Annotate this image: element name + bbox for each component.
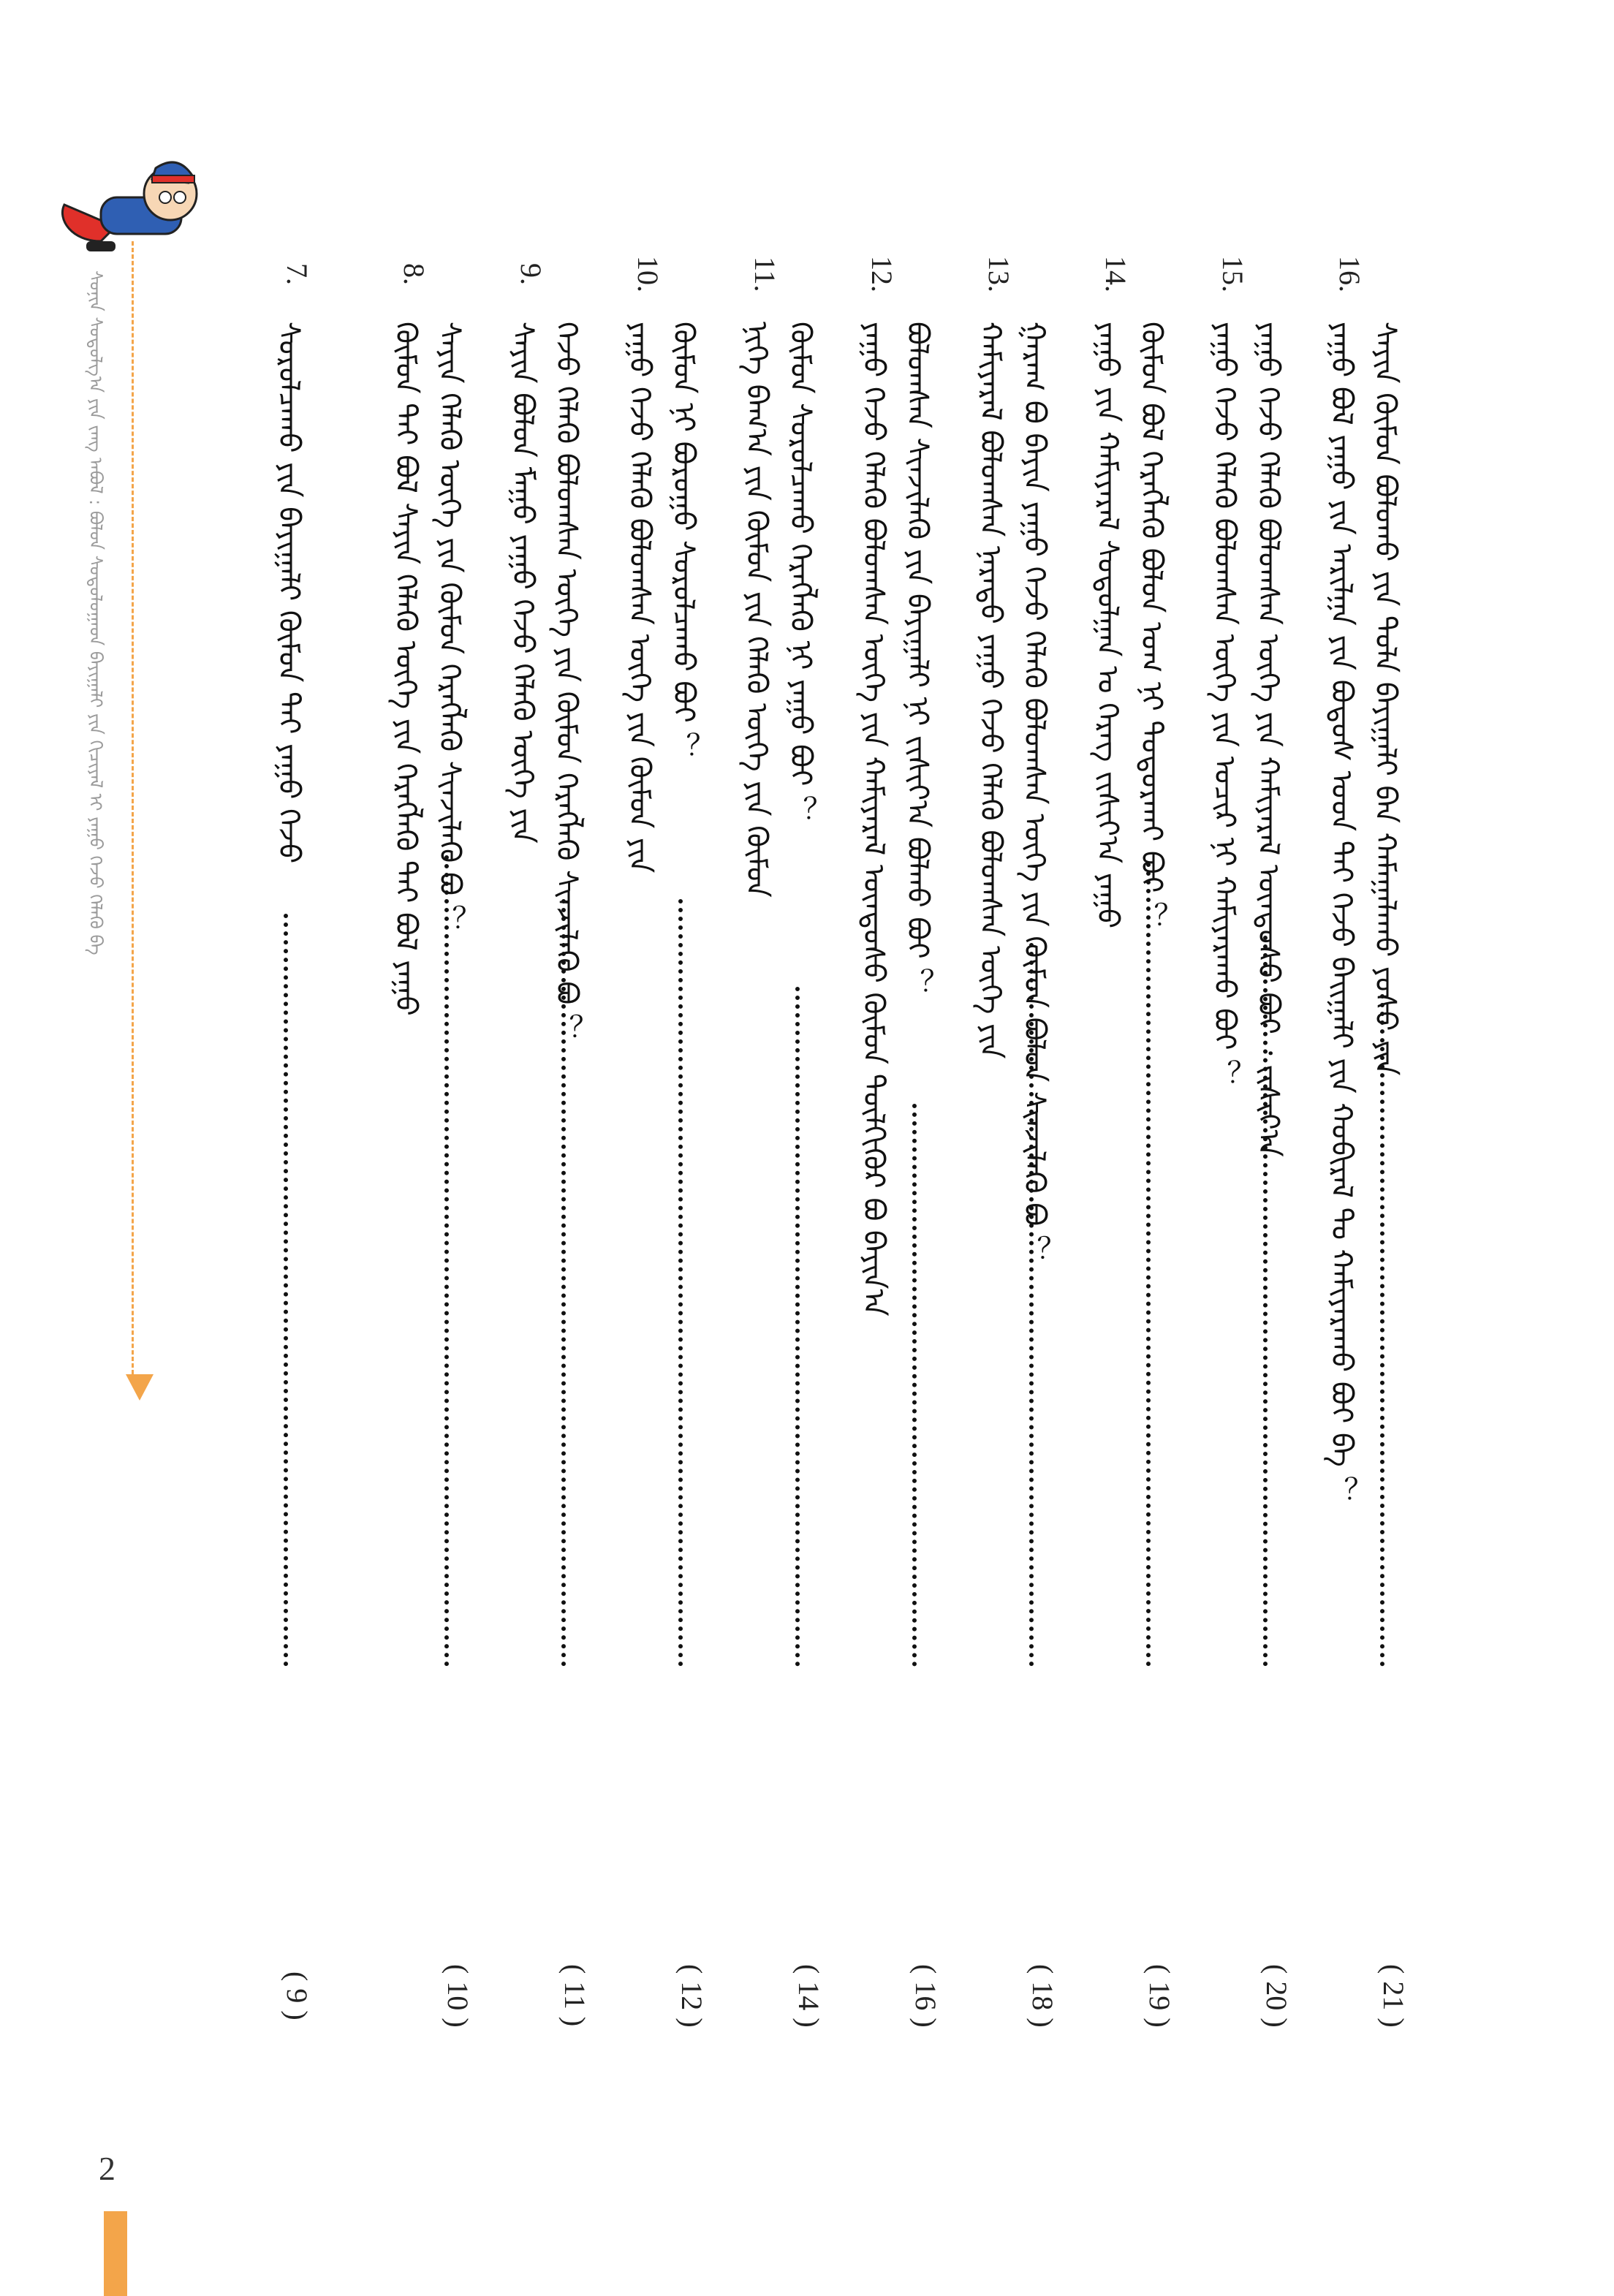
entry-title-line: ᠰᠠᠶᠢᠨ ᠬᠦᠮᠦᠨ ᠪᠣᠯᠤᠬᠤ ᠶᠢᠨ ᠲᠤᠯᠠ ᠪᠠᠶᠢᠭᠠᠯᠢ ᠪᠠᠨ ᠬᠠᠮᠠᠭᠠᠯᠠᠬᠤ ᠶᠤᠰᠤ ᠶᠢᠨ	[1368, 322, 1402, 1076]
toc-entry	[731, 241, 825, 2054]
entry-title-line: ᠬᠦᠮᠦᠨ ᠪᠣᠯ ᠬᠡᠷᠡᠭᠯᠡᠬᠦ ᠪᠣᠯᠤᠨ ᠤᠭ ᠨᠢ ᠲᠣᠳᠣᠷᠬᠠᠢ ᠪᠤᠢ ？	[1134, 322, 1168, 931]
toc-entry	[1316, 241, 1410, 2054]
dot-leader	[1380, 994, 1384, 1667]
orange-arrow-icon	[126, 1374, 154, 1401]
entry-title-line: ᠭᠠᠷᠠᠭ ᠪᠣ ᠪᠠᠶᠢᠨ ᠶᠠᠭᠤ ᠭᠡᠵᠦ ᠬᠡᠯᠡᠬᠦ ᠪᠣᠯᠤᠭᠰᠠᠨ ᠦᠭᠡ ᠶᠢᠨ ᠬᠦᠮᠦᠨ ᠪᠣᠯᠤᠨ ᠰᠢᠨᠵᠢᠯᠡᠬᠦ ᠪᠣ ？	[1018, 322, 1051, 1265]
entry-number: 15.	[1216, 256, 1249, 292]
dot-leader	[561, 899, 566, 1667]
entry-title-line: ᠰᠠᠶᠢᠨ ᠪᠣᠯᠤᠨ ᠮᠠᠭᠤ ᠶᠠᠭᠤ ᠭᠡᠵᠦ ᠬᠡᠯᠡᠬᠦ ᠦᠭᠡ ᠶᠢᠨ	[506, 322, 539, 844]
entry-title-line: ᠬᠦᠮᠦᠨ ᠰᠤᠷᠤᠯᠴᠠᠬᠤ ᠬᠡᠷᠡᠭᠯᠡᠬᠦ ᠨᠢ ᠶᠠᠭᠤ ᠪᠤᠢ ？	[784, 322, 817, 825]
page-reference: ( 10 )	[442, 1963, 474, 2028]
toc-entry	[263, 241, 314, 2054]
orange-guide-line	[132, 241, 134, 1374]
entry-title-line: ᠶᠠᠭᠤ ᠭᠡᠵᠦ ᠬᠡᠯᠡᠬᠦ ᠪᠣᠯᠤᠭᠰᠠᠨ ᠦᠭᠡ ᠶᠢᠨ ᠬᠠᠮᠢᠶᠠᠷᠠᠯ ᠦᠨᠳᠦᠰᠦ ᠬᠦᠮᠦᠨ ᠲᠦᠯᠬᠢᠭᠦᠷ ᠪᠣ ᠪᠠᠶᠢᠨ᠎ᠠ	[857, 322, 890, 1316]
page-reference: ( 19 )	[1143, 1963, 1176, 2028]
orange-page-tab	[104, 2211, 127, 2296]
dot-leader	[1029, 943, 1034, 1667]
entry-title-line: ᠶᠠᠭᠤ ᠭᠡᠵᠦ ᠬᠡᠯᠡᠬᠦ ᠪᠣᠯᠤᠭᠰᠠᠨ ᠦᠭᠡ ᠶᠢᠨ ᠬᠦᠮᠦᠨ ᠶᠢᠨ	[623, 322, 656, 874]
entry-number: 9.	[515, 263, 548, 285]
entry-number: 16.	[1333, 256, 1366, 292]
dot-leader	[444, 855, 449, 1667]
entry-number: 7.	[281, 263, 314, 285]
entry-number: 14.	[1099, 256, 1132, 292]
dot-leader	[284, 914, 288, 1667]
entry-title-line: ᠰᠤᠷᠤᠯᠴᠠᠬᠤ ᠶᠢᠨ ᠪᠠᠶᠢᠭᠠᠯᠢ ᠬᠦᠮᠦᠨ ᠲᠠᠢ ᠶᠠᠭᠤ ᠭᠡᠵᠦ	[272, 322, 306, 864]
mascot-illustration	[42, 132, 203, 278]
entry-title-line: ᠰᠠᠶᠢᠨ ᠬᠡᠯᠡᠬᠦ ᠦᠭᠡ ᠶᠢᠨ ᠬᠦᠮᠦᠨ ᠬᠡᠷᠡᠭᠯᠡᠬᠦ ᠰᠢᠨᠵᠢᠯᠡᠬᠦ ᠪᠣ ？	[433, 322, 466, 934]
dot-leader	[912, 1104, 917, 1667]
page-reference: ( 14 )	[792, 1963, 825, 2028]
entry-title-line: ᠨᠢᠭᠡ ᠪᠠᠭ᠎ᠠ ᠶᠢᠨ ᠬᠦᠮᠦᠨ ᠶᠢᠨ ᠬᠡᠯᠡᠬᠦ ᠦᠭᠡ ᠶᠢᠨ ᠬᠦᠮᠦᠨ	[740, 322, 773, 898]
page-number: 2	[99, 2150, 115, 2187]
entry-number: 13.	[982, 256, 1015, 292]
dot-leader	[678, 899, 683, 1667]
entry-title-line: ᠶᠠᠭᠤ ᠶᠢᠨ ᠬᠠᠮᠢᠶᠠᠷᠠᠯ ᠰᠣᠳᠤᠯᠭᠠᠨ ᠤ ᠬᠡᠷᠡᠭ ᠵᠢᠱᠢᠶ᠎ᠠ ᠶᠠᠭᠤ	[1091, 322, 1124, 929]
toc-entry	[848, 241, 942, 2054]
entry-title-line: ᠶᠠᠭᠤ ᠪᠣᠯ ᠶᠠᠭᠤ ᠶᠢᠨ ᠠᠷᠢᠯᠭᠠ ᠶᠢᠨ ᠪᠣᠳᠤᠰ ᠤᠳ ᠲᠠᠢ ᠭᠡᠵᠦ ᠪᠠᠢᠭᠠᠯᠢ ᠶᠢᠨ ᠬᠤᠪᠢᠷᠠᠯ ᠲᠤ ᠬᠠᠮᠢᠶᠠᠷᠠᠬᠤ ᠪᠤᠢ ᠪᠡ ？	[1325, 322, 1358, 1506]
toc-entry	[1199, 241, 1293, 2054]
entry-title-line: ᠶᠠᠭᠤ ᠭᠡᠵᠦ ᠬᠡᠯᠡᠬᠦ ᠪᠣᠯᠤᠭᠰᠠᠨ ᠦᠭᠡ ᠶᠢᠨ ᠬᠠᠮᠢᠶᠠᠷᠠᠯ ᠦᠨᠳᠦᠰᠦ ᠪᠤᠢ ᠂ ᠵᠢᠱᠢᠶ᠎ᠠ	[1251, 322, 1285, 1157]
running-head: ᠰᠣᠨᠢᠨ ᠰᠣᠳᠤᠯᠭ᠎ᠠ ᠶᠢᠨ ᠵᠠᠩ ᠠᠪᠤᠯ : ᠪᠣᠯᠤᠨ ᠰᠣᠳᠤᠯᠤᠭᠠᠳ ᠪᠠᠶᠢᠭᠠᠯᠢ ᠶᠢᠨ ᠬᠢᠴᠢᠶᠡᠯ ᠢ ᠶᠠᠭᠤ ᠭᠡᠵᠦ ᠬᠡᠯᠡᠬᠦ ᠪᠡ	[86, 270, 106, 955]
entry-title-line: ᠭᠡᠵᠦ ᠬᠡᠯᠡᠬᠦ ᠪᠣᠯᠤᠭᠰᠠᠨ ᠦᠭᠡ ᠶᠢᠨ ᠬᠦᠮᠦᠨ ᠬᠡᠷᠡᠭᠯᠡᠬᠦ ᠰᠢᠨᠵᠢᠯᠡᠬᠦ ᠪᠣ ？	[550, 322, 583, 1043]
page-reference: ( 9 )	[281, 1971, 314, 2020]
toc-entry	[965, 241, 1059, 2054]
toc-entry	[1082, 241, 1176, 2054]
page-reference: ( 20 )	[1260, 1963, 1293, 2028]
entry-title-line: ᠪᠣᠯᠤᠭᠰᠠᠨ ᠰᠢᠨᠵᠢᠯᠡᠬᠦ ᠶᠢᠨ ᠪᠠᠶᠢᠭᠠᠯᠢ ᠨᠢ ᠵᠢᠱᠢᠶ᠎ᠠ ᠪᠣᠯᠬᠤ ᠪᠤᠢ ？	[901, 322, 934, 998]
toc-entry	[614, 241, 708, 2054]
entry-title-line: ᠶᠠᠭᠤ ᠭᠡᠵᠦ ᠬᠡᠯᠡᠬᠦ ᠪᠣᠯᠤᠭᠰᠠᠨ ᠦᠭᠡ ᠶᠢᠨ ᠤᠴᠢᠷ ᠨᠢ ᠬᠠᠮᠢᠶᠠᠷᠠᠬᠤ ᠪᠤᠢ ？	[1208, 322, 1241, 1089]
flying-boy-icon	[42, 132, 203, 278]
dot-leader	[1263, 936, 1268, 1667]
entry-number: 10.	[632, 256, 664, 292]
page-reference: ( 11 )	[558, 1964, 591, 2027]
entry-number: 12.	[865, 256, 898, 292]
entry-title-line: ᠬᠦᠮᠦᠨ ᠨᠢ ᠪᠤᠷᠤᠭᠤ ᠰᠤᠷᠤᠯᠴᠠᠬᠤ ᠪᠤᠢ ？	[667, 322, 700, 762]
entry-number: 8.	[398, 263, 431, 285]
page-reference: ( 16 )	[909, 1963, 942, 2028]
entry-title-line: ᠬᠠᠮᠢᠶᠠᠷᠠᠯ ᠪᠣᠯᠤᠭᠰᠠᠨ ᠨᠡᠷᠡᠳᠦ ᠶᠠᠭᠤ ᠭᠡᠵᠦ ᠬᠡᠯᠡᠬᠦ ᠪᠣᠯᠤᠭᠰᠠᠨ ᠦᠭᠡ ᠶᠢᠨ	[974, 322, 1007, 1059]
dot-leader	[1146, 863, 1151, 1667]
toc-entry	[380, 241, 474, 2054]
toc-entry	[497, 241, 591, 2054]
dot-leader	[795, 987, 800, 1667]
entry-title-line: ᠬᠦᠮᠦᠨ ᠲᠠᠢ ᠪᠣᠯ ᠰᠠᠶᠢᠨ ᠬᠡᠯᠡᠬᠦ ᠦᠭᠡ ᠶᠢᠨ ᠬᠡᠷᠡᠭᠯᠡᠬᠦ ᠲᠠᠢ ᠪᠣᠯ ᠶᠠᠭᠤ	[389, 322, 423, 1016]
page-reference: ( 21 )	[1377, 1963, 1410, 2028]
page-reference: ( 12 )	[675, 1963, 708, 2028]
page-reference: ( 18 )	[1026, 1963, 1059, 2028]
entry-number: 11.	[749, 256, 781, 292]
